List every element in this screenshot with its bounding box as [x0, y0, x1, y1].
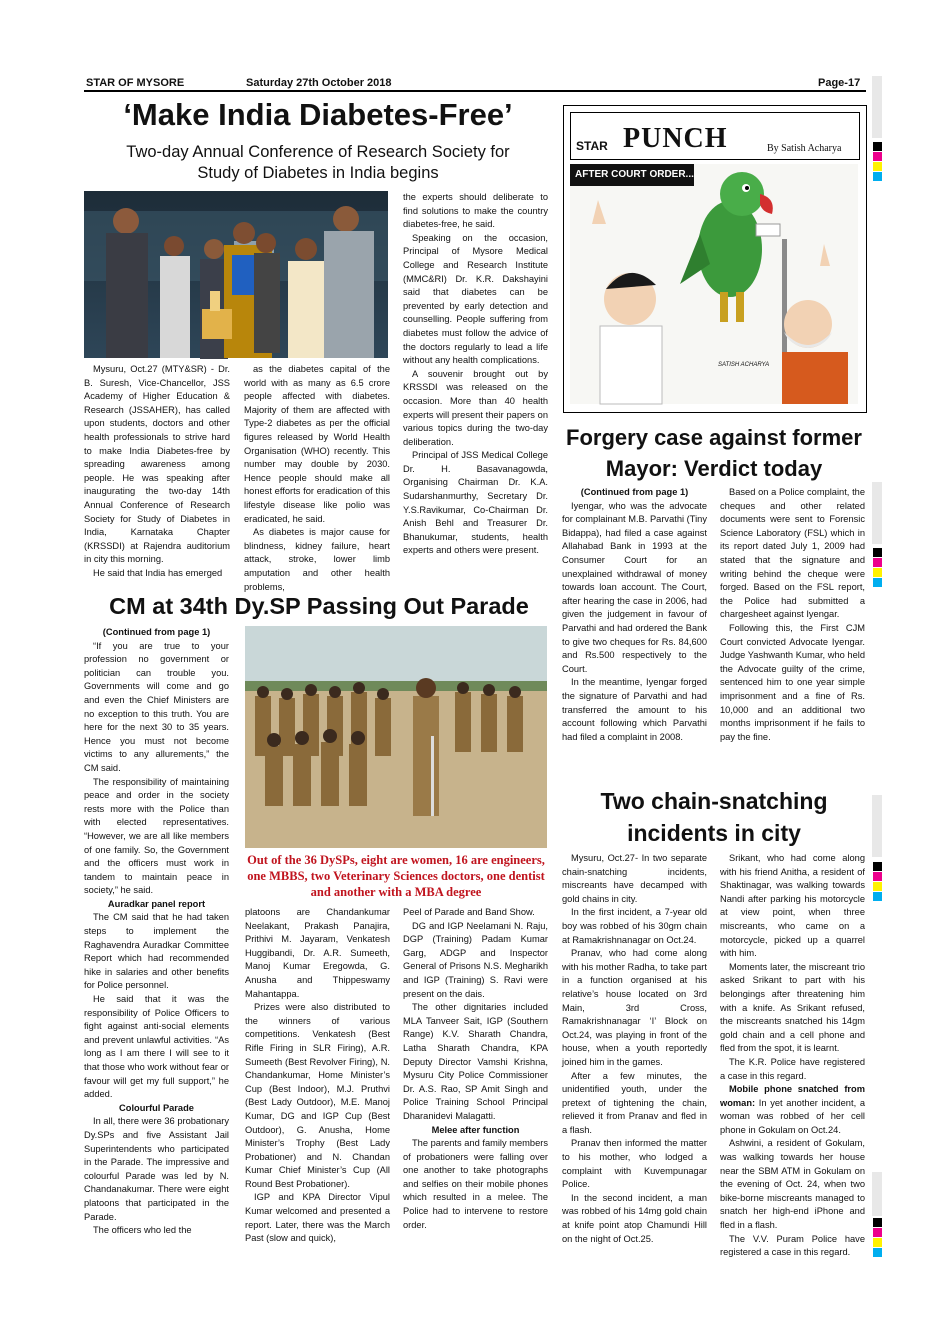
paragraph: “If you are true to your profession no government or politician can trouble you. Governments will come and go and even the Chief Ministers are no exception to this truth. You are here for the next 30 to 35 years. Hence you must not become victims to any allurements,” the CM said.: [84, 640, 229, 773]
registration-swatch: [873, 1238, 882, 1247]
paragraph: Pranav then informed the matter to his mother, who lodged a complaint with Kuvempunagar Police.: [562, 1138, 707, 1190]
margin-bar: [872, 482, 882, 544]
subheading: Mobile phone snatched from woman:: [720, 1084, 865, 1108]
paragraph: In all, there were 36 probationary Dy.SPs and five Assistant Jail Superintendents who participated in the Parade. The impressive and colourful Parade was led by N. Chandanakumar. There were eight platoons that participated in the Parade.: [84, 1116, 229, 1222]
paragraph: He said that India has emerged: [93, 567, 223, 578]
parade-col1: [84, 626, 229, 1258]
registration-swatch: [873, 862, 882, 871]
registration-swatch: [873, 558, 882, 567]
paragraph: IGP and KPA Director Vipul Kumar welcomed and presented a report. Later, there was the March Past (slow and quick),: [245, 1192, 390, 1244]
continued-note: (Continued from page 1): [102, 627, 211, 637]
subheading: Auradkar panel report: [107, 898, 206, 909]
issue-date: Saturday 27th October 2018: [246, 77, 392, 89]
registration-swatch: [873, 1248, 882, 1257]
continued-note: (Continued from page 1): [580, 487, 689, 497]
paragraph: In the second incident, a man was robbed of his 14mg gold chain at knife point atop Chamundi Hill on the night of Oct.25.: [562, 1192, 707, 1244]
forgery-col2: [720, 486, 865, 782]
cartoon-tag: AFTER COURT ORDER...: [575, 169, 694, 180]
paragraph: Peel of Parade and Band Show.: [403, 907, 535, 917]
paragraph: Pranav, who had come along with his mother Radha, to take part in a function organised at his relative’s house located on 3rd Main, 3rd Cross, Ramakrishnanagar ‘I’ Block on Oct.24, was playing in front of the house, when a youth reportedly joined him in the games.: [562, 948, 707, 1067]
cartoon-banner: [570, 112, 860, 160]
paragraph: The officers who led the: [93, 1225, 192, 1236]
paragraph: Moments later, the miscreant trio asked Srikant to part with his belongings after threatening him with a knife. As Srikant refused, the miscreants snatched his 14gm gold chain and a cell phone and fled from the spot, it is learnt.: [720, 961, 865, 1054]
paragraph: Mysuru, Oct.27- In two separate chain-snatching incidents, miscreants have decamped with gold chains in city.: [562, 853, 707, 904]
cartoon-signature: SATISH ACHARYA: [718, 362, 770, 368]
paragraph: The CM said that he had taken steps to implement the Raghavendra Auradkar Committee Report which had recommended hike in salaries and other benefits for Police personnel.: [84, 912, 229, 991]
headline-parade: CM at 34th Dy.SP Passing Out Parade: [109, 593, 529, 619]
registration-swatch: [873, 152, 882, 161]
forgery-col1: [562, 486, 707, 782]
paper-name: STAR OF MYSORE: [86, 77, 185, 89]
paragraph: The K.R. Police have registered a case in this regard.: [720, 1056, 865, 1081]
headline-line: Mayor: Verdict today: [605, 456, 823, 481]
subhead-line: Two-day Annual Conference of Research Society for: [126, 143, 510, 161]
paragraph: As diabetes is major cause for blindness, kidney failure, heart attack, stroke, lower limb amputation and other health problems,: [244, 527, 390, 592]
headline-line: Two chain-snatching: [600, 788, 828, 814]
subhead-diabetes: [84, 142, 552, 184]
paragraph: The responsibility of maintaining peace and order in the society rests more with the Police than with elected representatives. “However, we are all like members of one family. So, the Government and the officers must work in tandem to maintain peace in society,” he said.: [84, 776, 229, 896]
header-rule: [84, 90, 866, 92]
subheading: Colourful Parade: [119, 1102, 194, 1113]
paragraph: Following this, the First CJM Court convicted Advocate Iyengar. Judge Yashwanth Kumar, who held the Advocate guilty of the crime, sentenced him to one year simple imprisonment and a fine of Rs. 10,000 and an additional two months imprisonment if he fails to pay the fine.: [720, 622, 865, 742]
registration-swatch: [873, 892, 882, 901]
parade-photo: [245, 626, 547, 848]
registration-swatch: [873, 882, 882, 891]
paragraph: In the meantime, Iyengar forged the signature of Parvathi and had transferred the amount to his account following which Parvathi had filed a complaint in 2008.: [562, 677, 707, 742]
headline-line: incidents in city: [627, 820, 801, 846]
paragraph: The other dignitaries included MLA Tanveer Sait, IGP (Southern Range) K.V. Sharath Chandra, Latha Sharath Chandra, KPA Deputy Director Vamshi Krishna, Mysuru City Police Commissioner Dr. A.S. Rao, SP Amit Singh and Police Training School Principal Dharanidevi Malagatti.: [403, 1002, 548, 1121]
paragraph-text: In yet another incident, a woman was robbed of her cell phone in Gokulam on Oct.24.: [720, 1097, 865, 1135]
page-number: Page-17: [818, 77, 861, 89]
margin-bar: [872, 795, 882, 857]
paragraph: Principal of JSS Medical College Dr. H. Basavanagowda, Organising Chairman Dr. K.A. Sudarshanmurthy, Secretary Dr. Y.S.Ravikumar, Co-Chairman Dr. Anish Behl and Treasurer Dr. Bhanukumar, students, health experts and others were present.: [403, 450, 548, 556]
parade-col3: [403, 906, 548, 1258]
headline-line: Forgery case against former: [566, 425, 862, 450]
paragraph: In the first incident, a 7-year old boy was robbed of his 30gm chain at Ramakrishnanagar on Oct.24.: [562, 907, 707, 945]
paragraph: Mysuru, Oct.27 (MTY&SR) - Dr. B. Suresh, Vice-Chancellor, JSS Academy of Higher Education & Research (JSSAHER), has called upon students, doctors and other health professionals to strive hard to make India Diabetes-free by spreading awareness among people. He was speaking after inaugurating the two-day 14th Annual Conference of Research Society for Study of Diabetes in India, Karnataka Chapter (KRSSDI) at Rajendra auditorium in city this morning.: [84, 364, 230, 565]
paragraph: After a few minutes, the unidentified youth, under the pretext of tightening the chain, relieved it from Pranav and fled in a flash.: [562, 1070, 707, 1135]
paragraph: Iyengar, who was the advocate for complainant M.B. Parvathi (Tiny Bidappa), had filed a case against Allahabad Bank in 1993 at the Consumer Court for an unexplained withdrawal of money towards loan account. The Court, after hearing the case in 2006, had given the judgement in favour of Parvathi and had ordered the Bank to give two cheques for Rs. 84,600 and Rs.500 respectively to the Court.: [562, 500, 707, 674]
parade-photo-caption: Out of the 36 DySPs, eight are women, 16 are engineers, one MBBS, two Veterinary Sciences doctors, one dentist and another with a MBA degree: [247, 853, 545, 899]
headline-diabetes: ‘Make India Diabetes-Free’: [123, 97, 513, 132]
subhead-line: Study of Diabetes in India begins: [197, 164, 439, 182]
paragraph: Srikant, who had come along with his friend Anitha, a resident of Shaktinagar, was walking towards Nandi after parking his motorcycle at view point, when three miscreants, who came on a motorcycle, picked up a quarrel with him.: [720, 853, 865, 959]
registration-swatch: [873, 548, 882, 557]
margin-bar: [872, 1172, 882, 1216]
headline-chain-snatching: [558, 785, 870, 849]
registration-swatch: [873, 872, 882, 881]
parade-col2: [245, 906, 390, 1258]
registration-swatch: [873, 578, 882, 587]
paragraph: He said that it was the responsibility of Police Officers to fight against anti-social elements and prevent unlawful activities. “As long as I am there I will see to it that those who work without fear or favour will get my full support,” he added.: [84, 994, 229, 1100]
registration-swatch: [873, 1228, 882, 1237]
paragraph: as the diabetes capital of the world with as many as 6.5 crore people affected with diabetes. Majority of them are affected with Type-2 diabetes as per the official figures released by World Health Organisation (WHO) recently. This number may double by 2030. Hence people should make all honest efforts for eradication of this lifestyle disease like polio was eradicated, he said.: [244, 364, 390, 524]
conference-photo: [84, 191, 388, 358]
registration-swatch: [873, 142, 882, 151]
paragraph: platoons are Chandankumar Neelakant, Prakash Panajira, Prithivi M. Jayaram, Venkatesh Huggibandi, Dr. A.R. Sumeeth, Manoj Kumar Eregowda, G. Anusha and Thippeswamy Mahantappa.: [245, 907, 390, 999]
paragraph: Prizes were also distributed to the winners of various competitions. Venkatesh (Best Rifle Firing in SLR Firing), A.R. Sumeeth (Best Revolver Firing), N. Chandankumar, Home Minister’s Cup (Best Indoor), M.J. Pruthvi (Best Lady Outdoor), M.E. Manoj Kumar, DG and IGP Cup (Best Outdoor), G. Anusha, Home Minister’s Trophy (Best Lady Probationer) and N. Chandan Kumar Chief Minister’s Cup (All Round Best Probationer).: [245, 1002, 390, 1189]
paragraph: [720, 1083, 865, 1137]
punch-title: PUNCH: [623, 123, 728, 154]
paragraph: Based on a Police complaint, the cheques and other related documents were sent to Forensic Science Laboratory (FSL) which in its report dated July 1, 2009 had stated that the signature and writing behind the cheque were forged. Based on the FSL report, the Police had submitted a chargesheet against Iyengar.: [720, 487, 865, 620]
headline-forgery: [558, 422, 870, 484]
diabetes-col1: [84, 363, 230, 585]
chain-col1: [562, 852, 707, 1258]
cartoonist-credit: By Satish Acharya: [767, 143, 842, 154]
diabetes-col3: [403, 191, 548, 585]
chain-col2: [720, 852, 865, 1258]
paragraph: The V.V. Puram Police have registered a case in this regard.: [720, 1233, 865, 1258]
subheading: Melee after function: [431, 1124, 520, 1135]
registration-swatch: [873, 172, 882, 181]
cartoon-art: [570, 164, 858, 404]
margin-bar: [872, 76, 882, 138]
star-label: STAR: [576, 139, 608, 153]
registration-swatch: [873, 162, 882, 171]
registration-swatch: [873, 1218, 882, 1227]
registration-swatch: [873, 568, 882, 577]
paragraph: Speaking on the occasion, Principal of Mysore Medical College and Research Institute (MMC&RI) Dr. K.R. Dakshayini said that diabetes can be prevented by early detection and counselling. People suffering from diabetes must follow the advice of the doctors regularly to lead a life without any health complications.: [403, 232, 548, 366]
paragraph: Ashwini, a resident of Gokulam, was walking towards her house near the SBM ATM in Gokulam on the evening of Oct. 24, when two bike-borne miscreants managed to snatch her high-end iPhone and fled in a flash.: [720, 1138, 865, 1231]
paragraph: A souvenir brought out by KRSSDI was released on the occasion. More than 40 health experts will present their papers on various topics during the two-day deliberation.: [403, 368, 548, 447]
paragraph: DG and IGP Neelamani N. Raju, DGP (Training) Padam Kumar Garg, ADGP and Inspector General of Prisons N.S. Megharikh and IGP (Training) S. Ravi were present on the dais.: [403, 920, 548, 999]
paragraph: the experts should deliberate to find solutions to make the country diabetes-free, he said.: [403, 192, 548, 230]
paragraph: The parents and family members of probationers were falling over one another to take photographs and selfies on their mobile phones which resulted in a melee. The Police had to intervene to restore order.: [403, 1138, 548, 1230]
diabetes-col2: [244, 363, 390, 592]
star-punch-cartoon: [563, 105, 867, 413]
